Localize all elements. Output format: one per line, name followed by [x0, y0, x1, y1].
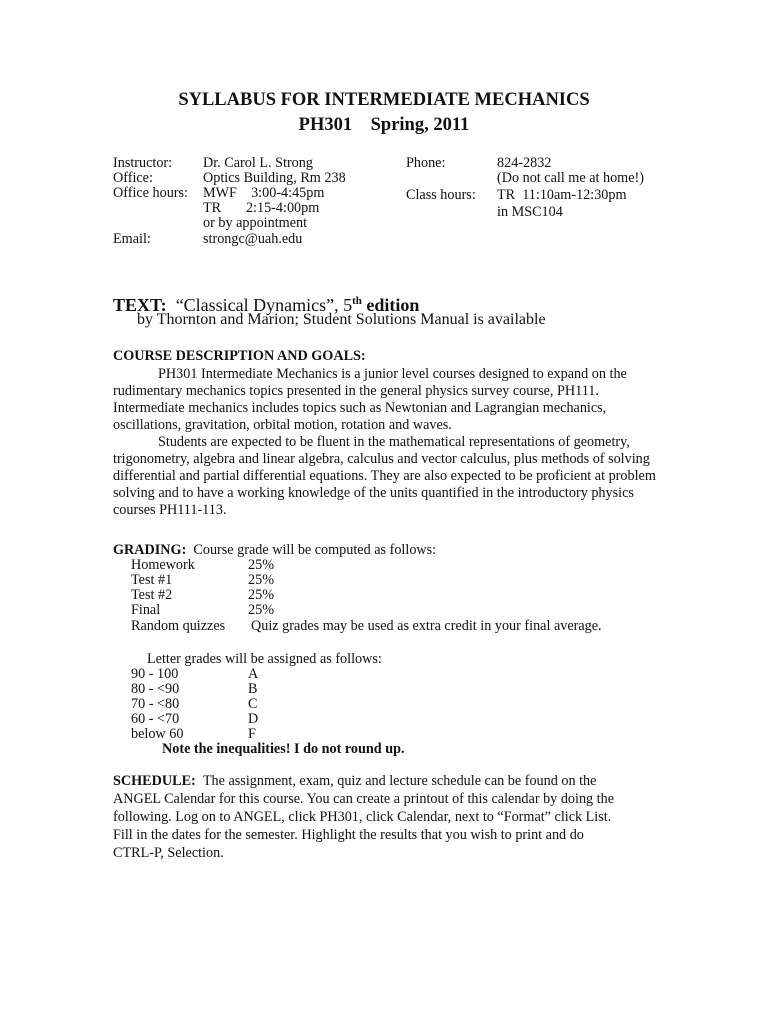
- office-value: Optics Building, Rm 238: [203, 170, 346, 186]
- rounding-note: Note the inequalities! I do not round up.: [162, 741, 405, 757]
- letter-range: 80 - <90: [131, 681, 180, 697]
- grade-item-name: Homework: [131, 557, 195, 573]
- quiz-item-name: Random quizzes: [131, 618, 226, 634]
- letter-range: 60 - <70: [131, 711, 180, 727]
- class-hours-room: in MSC104: [497, 204, 563, 220]
- grade-item-name: Final: [131, 602, 161, 618]
- grade-item-weight: 25%: [248, 557, 275, 573]
- letter-grade: F: [248, 726, 256, 742]
- email-label: Email:: [113, 231, 151, 247]
- office-hours-label: Office hours:: [113, 185, 188, 201]
- textbook-authors: by Thornton and Marion; Student Solutions Manual is available: [137, 311, 546, 328]
- office-label: Office:: [113, 170, 153, 186]
- letter-range: 70 - <80: [131, 696, 180, 712]
- textbook-title: “Classical Dynamics”, 5: [175, 295, 353, 315]
- schedule-line1: [113, 773, 596, 790]
- edition-label: edition: [361, 295, 420, 315]
- grading-intro: Course grade will be computed as follows:: [193, 542, 437, 558]
- letter-grade: B: [248, 681, 258, 697]
- letter-grade: A: [248, 666, 259, 682]
- syllabus-title: SYLLABUS FOR INTERMEDIATE MECHANICS: [178, 90, 590, 110]
- schedule-heading: SCHEDULE:: [113, 773, 196, 789]
- schedule-line3: following. Log on to ANGEL, click PH301, click Calendar, next to “Format” click List.: [113, 809, 612, 825]
- course-description-para2: Students are expected to be fluent in the mathematical representations of geometry, trigonometry, algebra and linear algebra, calculus and vector calculus, plus methods of solving differential and partial differential equations. They are also expected to be proficient at problem solving and to have a working knowledge of the units quantified in the introductory physics courses PH111-113.: [113, 434, 656, 518]
- quiz-item-note: Quiz grades may be used as extra credit in your final average.: [251, 618, 602, 634]
- phone-note: (Do not call me at home!): [497, 170, 644, 186]
- instructor-label: Instructor:: [113, 155, 173, 171]
- office-hours-line2: TR 2:15-4:00pm: [203, 200, 320, 216]
- class-hours-value: TR 11:10am-12:30pm: [497, 187, 627, 203]
- grade-item-weight: 25%: [248, 572, 275, 588]
- text-label: TEXT:: [113, 295, 167, 315]
- office-hours-line1: MWF 3:00-4:45pm: [203, 185, 325, 201]
- course-description-heading: COURSE DESCRIPTION AND GOALS:: [113, 348, 366, 364]
- office-hours-line3: or by appointment: [203, 215, 308, 231]
- course-code-term: PH301 Spring, 2011: [298, 115, 470, 135]
- letter-range: 90 - 100: [131, 666, 179, 682]
- grade-item-weight: 25%: [248, 587, 275, 603]
- letter-grades-intro: Letter grades will be assigned as follows:: [147, 651, 382, 667]
- course-description-para1: PH301 Intermediate Mechanics is a junior level courses designed to expand on the rudimentary mechanics topics presented in the general physics survey course, PH111. Intermediate mechanics includes topics such as Newtonian and Lagrangian mechanics, oscillations, gravitation, orbital motion, rotation and waves.: [113, 366, 627, 433]
- schedule-text: The assignment, exam, quiz and lecture schedule can be found on the: [202, 773, 597, 789]
- phone-label: Phone:: [406, 155, 446, 171]
- schedule-line5: CTRL-P, Selection.: [113, 845, 224, 861]
- course-description: [113, 366, 658, 519]
- phone-value: 824-2832: [497, 155, 552, 171]
- grading-heading: GRADING:: [113, 542, 187, 558]
- letter-range: below 60: [131, 726, 184, 742]
- grade-item-name: Test #1: [131, 572, 173, 588]
- email-value: strongc@uah.edu: [203, 231, 303, 247]
- letter-grade: D: [248, 711, 259, 727]
- schedule-line2: ANGEL Calendar for this course. You can create a printout of this calendar by doing the: [113, 791, 615, 807]
- letter-grade: C: [248, 696, 258, 712]
- class-hours-label: Class hours:: [406, 187, 476, 203]
- edition-superscript: th: [352, 295, 362, 307]
- instructor-value: Dr. Carol L. Strong: [203, 155, 313, 171]
- schedule-line4: Fill in the dates for the semester. Highlight the results that you wish to print and do: [113, 827, 584, 843]
- grade-item-name: Test #2: [131, 587, 173, 603]
- grade-item-weight: 25%: [248, 602, 275, 618]
